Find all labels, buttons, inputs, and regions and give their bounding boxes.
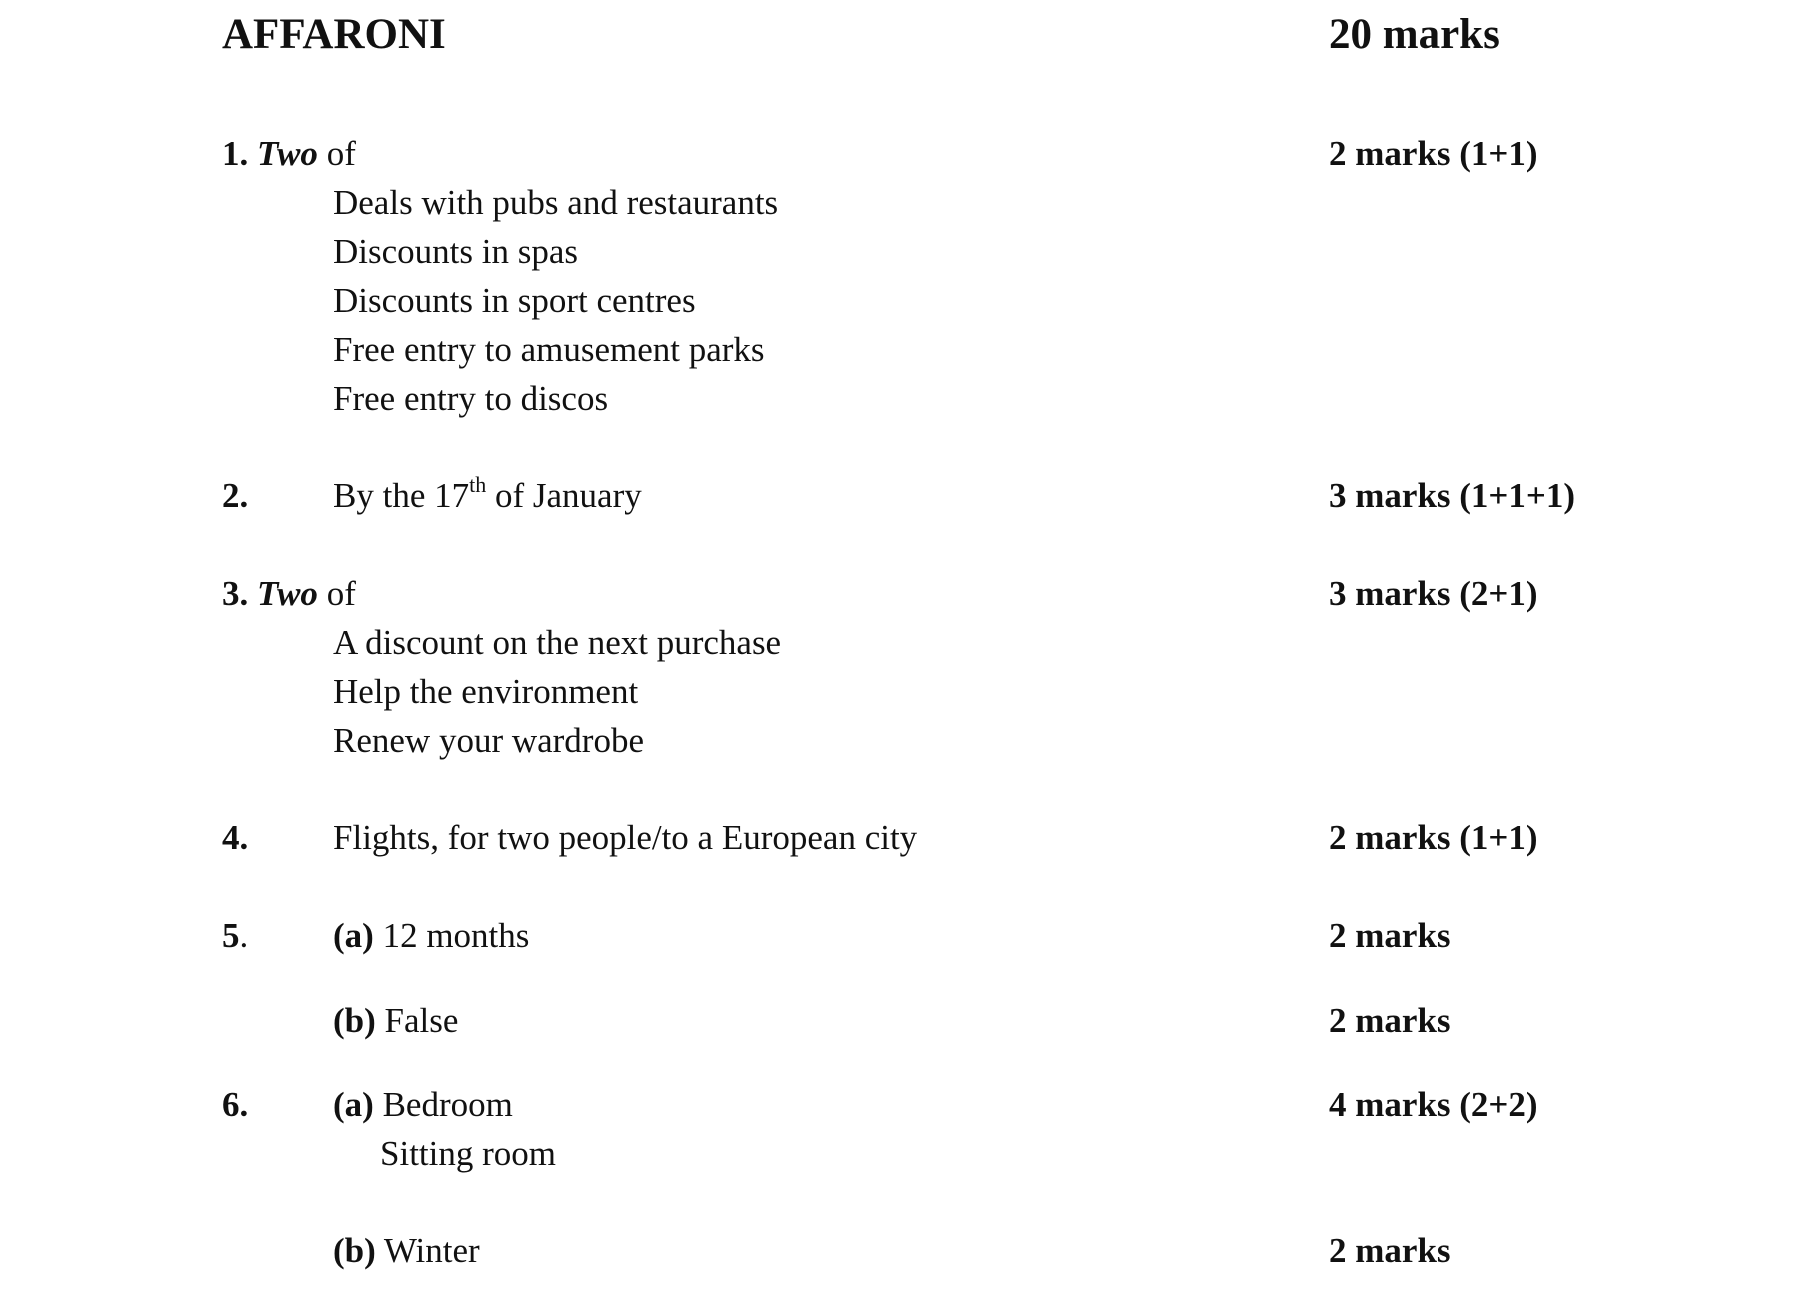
q6a-answer-text: Bedroom bbox=[382, 1085, 513, 1124]
q6b-answer-text: Winter bbox=[383, 1231, 480, 1270]
q3-marks: 3 marks (2+1) bbox=[1329, 574, 1538, 613]
q6b-marks: 2 marks bbox=[1329, 1231, 1451, 1270]
q5b-answer-text: False bbox=[384, 1001, 459, 1040]
q6a-label: (a) bbox=[333, 1085, 374, 1124]
q3-of: of bbox=[326, 574, 356, 613]
q3-answer: Renew your wardrobe bbox=[333, 721, 645, 760]
q4-marks: 2 marks (1+1) bbox=[1329, 818, 1538, 857]
q3-prompt bbox=[222, 574, 356, 614]
q1-answer: Free entry to discos bbox=[333, 379, 609, 418]
q1-of: of bbox=[326, 134, 356, 173]
q5b-label: (b) bbox=[333, 1001, 376, 1040]
q5b-marks: 2 marks bbox=[1329, 1001, 1451, 1040]
q1-marks: 2 marks (1+1) bbox=[1329, 134, 1538, 173]
total-marks: 20 marks bbox=[1329, 11, 1500, 58]
q3-two: Two bbox=[257, 574, 318, 613]
q2-answer-text-end: of January bbox=[494, 476, 642, 515]
q2-answer bbox=[333, 472, 642, 516]
q2-number: 2. bbox=[222, 476, 249, 515]
q2-marks: 3 marks (1+1+1) bbox=[1329, 476, 1575, 515]
q2-answer-text: By the 17 bbox=[333, 476, 470, 515]
q5a-marks: 2 marks bbox=[1329, 916, 1451, 955]
q1-two: Two bbox=[257, 134, 318, 173]
q1-answer: Deals with pubs and restaurants bbox=[333, 183, 779, 222]
q6b-label: (b) bbox=[333, 1231, 376, 1270]
section-title: AFFARONI bbox=[222, 11, 446, 58]
q4-number: 4. bbox=[222, 818, 249, 857]
q5a-answer-text: 12 months bbox=[382, 916, 530, 955]
q6-number: 6. bbox=[222, 1085, 249, 1124]
q1-answer: Free entry to amusement parks bbox=[333, 330, 765, 369]
q6a-marks: 4 marks (2+2) bbox=[1329, 1085, 1538, 1124]
q4-answer: Flights, for two people/to a European city bbox=[333, 818, 918, 857]
q1-prompt bbox=[222, 134, 356, 174]
q6a-answer bbox=[333, 1085, 513, 1125]
q1-answer: Discounts in sport centres bbox=[333, 281, 696, 320]
q3-answer: Help the environment bbox=[333, 672, 639, 711]
q1-answer: Discounts in spas bbox=[333, 232, 578, 271]
q2-answer-sup: th bbox=[469, 472, 487, 498]
q3-number: 3. bbox=[222, 574, 249, 613]
q6b-answer bbox=[333, 1231, 480, 1271]
q5-number-dot: . bbox=[239, 916, 249, 955]
q3-answer: A discount on the next purchase bbox=[333, 623, 782, 662]
q5a-answer bbox=[333, 916, 529, 956]
q5-number bbox=[222, 916, 248, 956]
q1-number: 1. bbox=[222, 134, 249, 173]
q5b-answer bbox=[333, 1001, 458, 1041]
q5-number-digit: 5 bbox=[222, 916, 240, 955]
q5a-label: (a) bbox=[333, 916, 374, 955]
q6a-answer-2: Sitting room bbox=[380, 1134, 556, 1173]
